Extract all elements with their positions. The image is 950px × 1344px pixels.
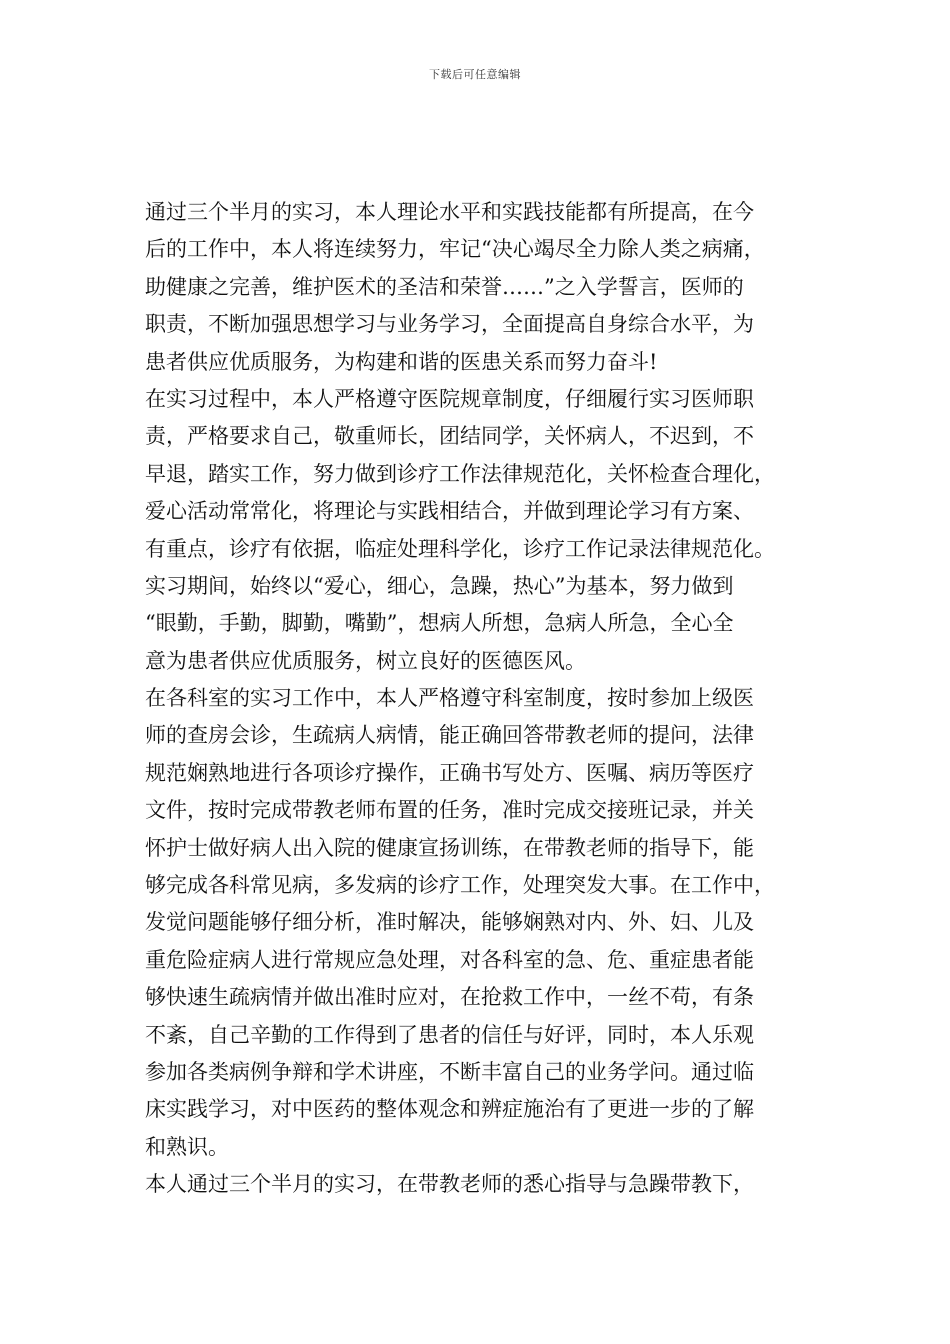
text-line: 和熟识。 <box>145 1134 229 1159</box>
text-line: 文件，按时完成带教老师布置的任务，准时完成交接班记录，并关 <box>145 798 754 823</box>
text-line: 责，严格要求自己，敬重师长，团结同学，关怀病人，不迟到，不 <box>145 424 754 449</box>
text-line: 在各科室的实习工作中，本人严格遵守科室制度，按时参加上级医 <box>145 686 754 711</box>
text-line: “眼勤，手勤，脚勤，嘴勤”，想病人所想，急病人所急，全心全 <box>145 611 734 636</box>
text-line: 在实习过程中，本人严格遵守医院规章制度，仔细履行实习医师职 <box>145 386 754 411</box>
text-line: 怀护士做好病人出入院的健康宣扬训练，在带教老师的指导下，能 <box>145 835 754 860</box>
text-line: 早退，踏实工作，努力做到诊疗工作法律规范化，关怀检查合理化， <box>145 461 775 486</box>
text-line: 通过三个半月的实习，本人理论水平和实践技能都有所提高，在今 <box>145 200 754 224</box>
text-line: 意为患者供应优质服务，树立良好的医德医风。 <box>145 648 586 673</box>
text-line: 师的查房会诊，生疏病人病情，能正确回答带教老师的提问，法律 <box>145 723 754 748</box>
text-line: 后的工作中，本人将连续努力，牢记“决心竭尽全力除人类之病痛， <box>145 237 765 262</box>
text-line: 不紊，自己辛勤的工作得到了患者的信任与好评，同时，本人乐观 <box>145 1022 754 1047</box>
text-line: 规范娴熟地进行各项诊疗操作，正确书写处方、医嘱、病历等医疗 <box>145 760 754 785</box>
text-line: 有重点，诊疗有依据，临症处理科学化，诊疗工作记录法律规范化。 <box>145 536 775 561</box>
text-line: 实习期间，始终以“爱心，细心，急躁，热心”为基本，努力做到 <box>145 573 734 598</box>
text-line: 发觉问题能够仔细分析，准时解决，能够娴熟对内、外、妇、儿及 <box>145 910 754 935</box>
text-line: 参加各类病例争辩和学术讲座，不断丰富自己的业务学问。通过临 <box>145 1059 754 1084</box>
text-line: 本人通过三个半月的实习，在带教老师的悉心指导与急躁带教下， <box>145 1172 754 1197</box>
text-line: 够快速生疏病情并做出准时应对，在抢救工作中，一丝不苟，有条 <box>145 985 754 1010</box>
text-line: 患者供应优质服务，为构建和谐的医患关系而努力奋斗! <box>145 349 658 374</box>
text-line: 助健康之完善，维护医术的圣洁和荣誉……”之入学誓言，医师的 <box>145 274 744 299</box>
header-note: 下载后可任意编辑 <box>429 68 521 81</box>
text-line: 重危险症病人进行常规应急处理，对各科室的急、危、重症患者能 <box>145 947 754 972</box>
text-line: 床实践学习，对中医药的整体观念和辨症施治有了更进一步的了解 <box>145 1097 754 1122</box>
text-line: 够完成各科常见病，多发病的诊疗工作，处理突发大事。在工作中， <box>145 873 775 898</box>
text-line: 爱心活动常常化，将理论与实践相结合，并做到理论学习有方案、 <box>145 499 754 524</box>
document-body <box>145 194 815 1204</box>
text-line: 职责，不断加强思想学习与业务学习，全面提高自身综合水平，为 <box>145 312 754 337</box>
